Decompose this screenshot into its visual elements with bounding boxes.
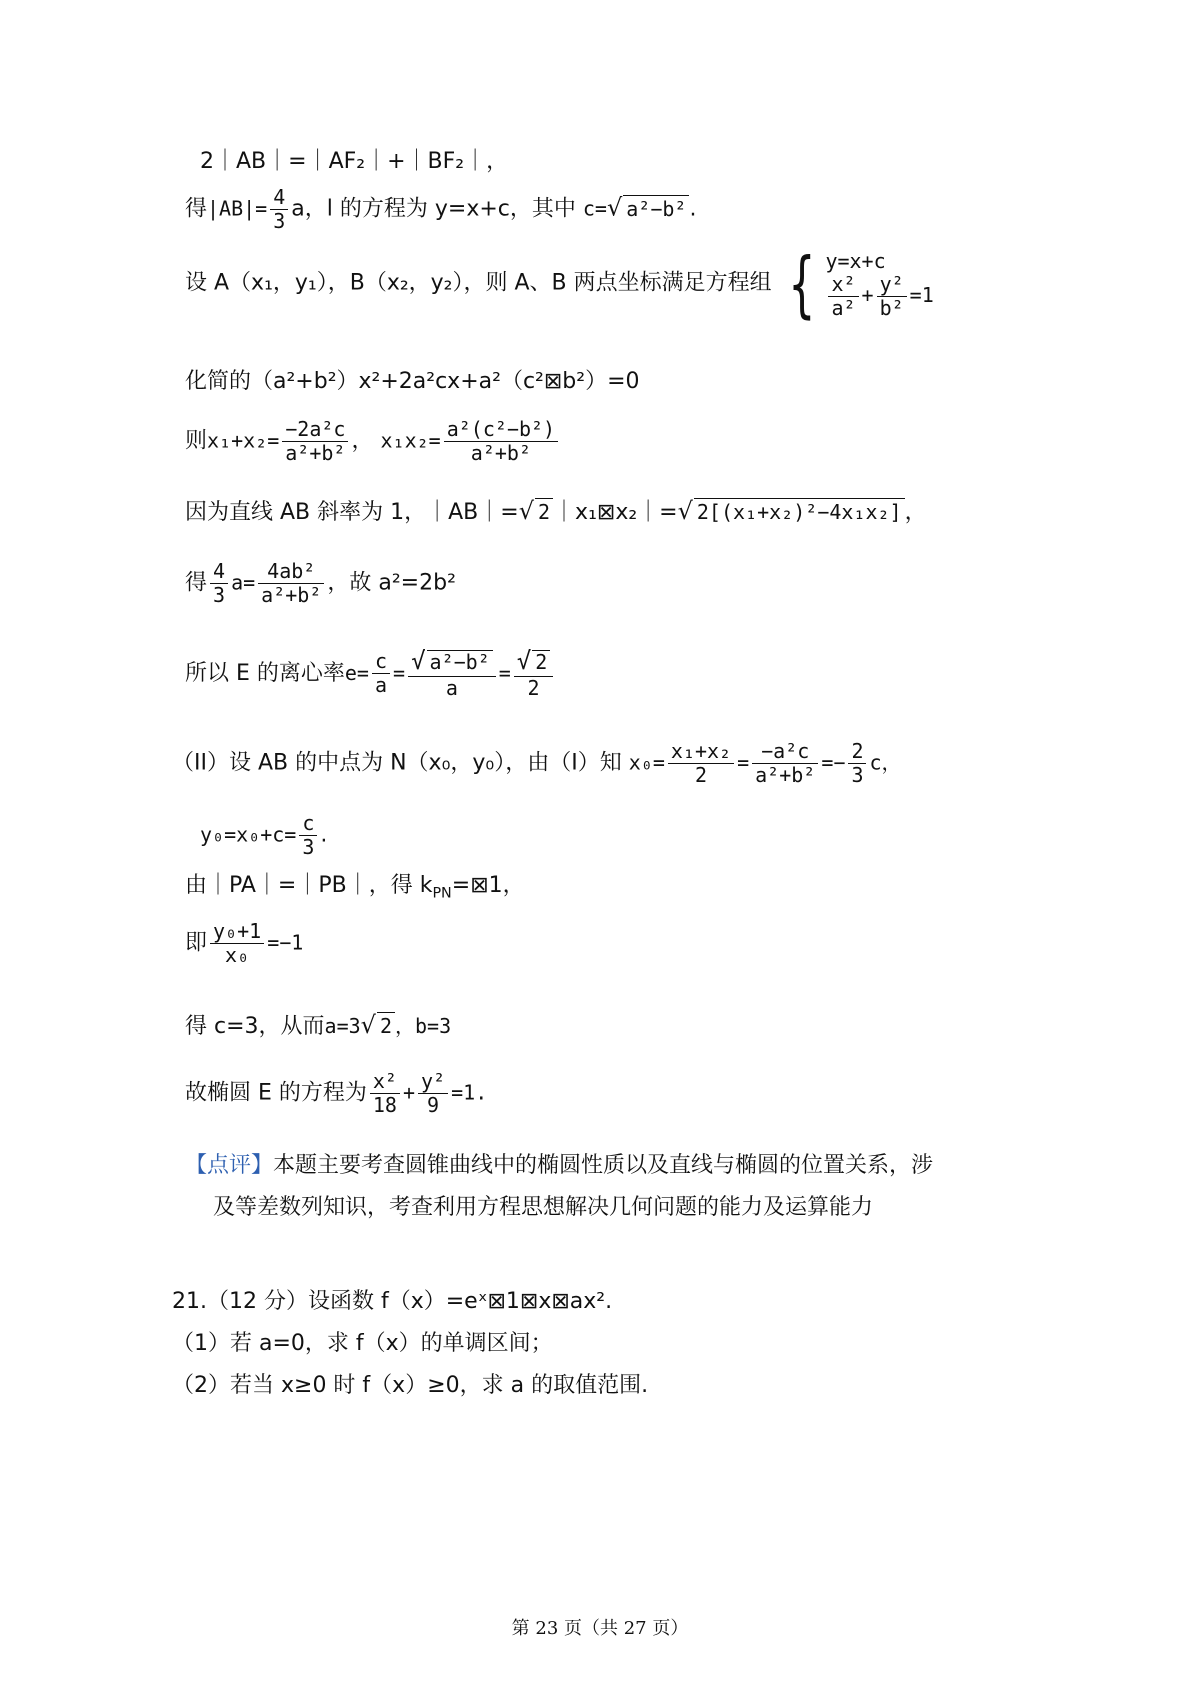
- problem-21-q2: （2）若当 x≥0 时 f（x）≥0，求 a 的取值范围.: [172, 1373, 649, 1398]
- line-2: 得|AB|= $\frac{4}{3}$ a，l 的方程为 y=x+c，其中 c=√ a²−b² .: [185, 185, 697, 233]
- line-5: 则x₁+x₂= $\frac{\text{−2a²c}}{\text{a²+b²}}$ ， x₁x₂= $\frac{\text{a²(c²−b²)}}{\text{a²+b²}}$: [185, 418, 561, 465]
- line-10: y₀=x₀+c= $\frac{c}{3}$ .: [200, 811, 328, 859]
- line-4: 化简的（a²+b²）x²+2a²cx+a²（c²⊠b²）=0: [185, 369, 640, 394]
- line-8: 所以 E 的离心率e= $\frac{c}{a}$ = $\frac{\text{√ a²−b²}}{a}$ = $\frac{√ 2}{2}$: [185, 648, 556, 700]
- line-9: （II）设 AB 的中点为 N（x₀，y₀），由（I）知 x₀= $\frac{\text{x₁+x₂}}{2}$ = $\frac{\text{−a²c}}{\text{a²+b²}}$ =− $\frac{2}{3}$ c，: [172, 739, 902, 787]
- line-11: 由｜PA｜=｜PB｜，得 $k_{PN}=⊠1$，: [185, 873, 525, 902]
- problem-21-q1: （1）若 a=0，求 f（x）的单调区间；: [172, 1331, 553, 1356]
- page-footer: 第 23 页（共 27 页）: [511, 1618, 689, 1639]
- review-block: 【点评】本题主要考查圆锥曲线中的椭圆性质以及直线与椭圆的位置关系，涉 及等差数列知识，考查利用方程思想解决几何问题的能力及运算能力: [185, 1153, 934, 1220]
- line-3: 设 A（x₁，y₁），B（x₂，y₂），则 A、B 两点坐标满足方程组 { y=x+c $\frac{\text{x²}}{\text{a²}}$ + $\frac{\text{y²}}{\text{b²}}$ =1: [185, 242, 934, 326]
- line-13: 得 c=3，从而a=3√ 2 ，b=3: [185, 1011, 452, 1039]
- line-1: 2｜AB｜=｜AF₂｜+｜BF₂｜，: [200, 149, 509, 174]
- line-7: 得 $\frac{4}{3}$ a= $\frac{\text{4ab²}}{\text{a²+b²}}$ ，故 a²=2b²: [185, 559, 456, 607]
- problem-21-title: 21.（12 分）设函数 f（x）=eˣ⊠1⊠x⊠ax².: [172, 1289, 613, 1314]
- line-14: 故椭圆 E 的方程为 $\frac{\text{x²}}{18}$ + $\frac{\text{y²}}{9}$ =1.: [185, 1069, 488, 1117]
- line-6: 因为直线 AB 斜率为 1，｜AB｜=√ 2 ｜x₁⊠x₂｜=√ 2[(x₁+x₂)²−4x₁x₂] ，: [185, 497, 927, 525]
- line-12: 即 $\frac{\text{y₀+1}}{\text{x₀}}$ =−1: [185, 919, 304, 967]
- review-tag: 【点评】: [185, 1153, 274, 1178]
